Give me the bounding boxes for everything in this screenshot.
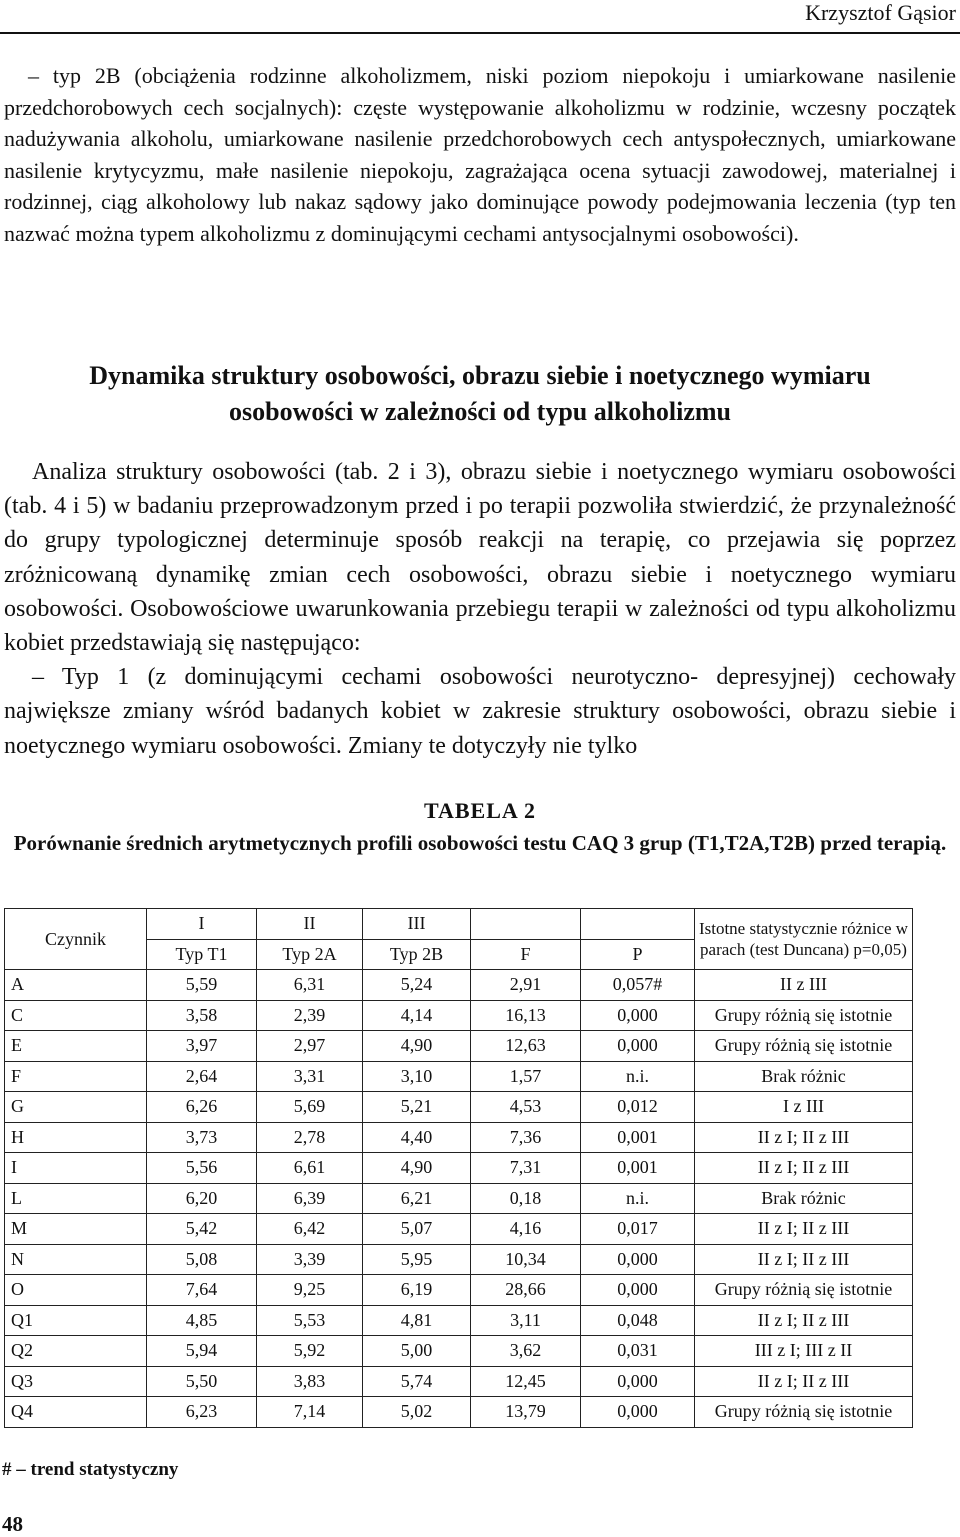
section-title-line2: osobowości w zależności od typu alkoholizmu — [229, 397, 731, 426]
row-significance: II z I; II z III — [695, 1122, 913, 1153]
row-p: 0,048 — [581, 1305, 695, 1336]
table-row — [5, 1244, 913, 1275]
row-group-2: 7,14 — [257, 1397, 363, 1428]
row-factor: F — [5, 1061, 147, 1092]
row-group-3: 4,14 — [363, 1000, 471, 1031]
row-p: 0,000 — [581, 1031, 695, 1062]
row-group-3: 5,00 — [363, 1336, 471, 1367]
row-significance: Grupy różnią się istotnie — [695, 1275, 913, 1306]
header-roman-2: II — [257, 909, 363, 940]
table-row — [5, 1366, 913, 1397]
row-p: 0,000 — [581, 1366, 695, 1397]
intro-paragraph-text: – typ 2B (obciążenia rodzinne alkoholizmem, niski poziom niepokoju i umiarkowane nasilenie przedchorobowych cech socjalnych): częste występowanie alkoholizmu w rodzinie, wczesny początek nadużywania alkoholu, umiarkowane nasilenie przedchorobowych cech antyspołecznych, umiarkowane nasilenie krytycyzmu, małe nasilenie niepokoju, zagrażająca ocena sytuacji zawodowej, materialnej i rodzinnej, ciąg alkoholowy lub nakaz sądowy jako dominujące powody podejmowania leczenia (typ ten nazwać można typem alkoholizmu z dominującymi cechami antysocjalnymi osobowości). — [4, 63, 956, 246]
row-p: 0,017 — [581, 1214, 695, 1245]
row-f: 10,34 — [471, 1244, 581, 1275]
row-f: 0,18 — [471, 1183, 581, 1214]
row-factor: Q1 — [5, 1305, 147, 1336]
table-body — [5, 909, 913, 1428]
row-group-2: 5,53 — [257, 1305, 363, 1336]
row-factor: L — [5, 1183, 147, 1214]
row-group-1: 6,20 — [147, 1183, 257, 1214]
row-group-1: 3,97 — [147, 1031, 257, 1062]
row-group-2: 3,83 — [257, 1366, 363, 1397]
row-factor: G — [5, 1092, 147, 1123]
row-group-2: 2,78 — [257, 1122, 363, 1153]
body-text — [4, 455, 956, 763]
row-group-2: 6,42 — [257, 1214, 363, 1245]
row-group-3: 5,24 — [363, 970, 471, 1001]
row-group-1: 6,26 — [147, 1092, 257, 1123]
row-group-3: 4,81 — [363, 1305, 471, 1336]
row-group-3: 4,90 — [363, 1031, 471, 1062]
table-row — [5, 1061, 913, 1092]
row-group-1: 7,64 — [147, 1275, 257, 1306]
table-footnote: # – trend statystyczny — [2, 1459, 179, 1480]
row-significance: II z III — [695, 970, 913, 1001]
row-f: 12,63 — [471, 1031, 581, 1062]
row-factor: Q2 — [5, 1336, 147, 1367]
table-row — [5, 1397, 913, 1428]
table-caption: Porównanie średnich arytmetycznych profili osobowości testu CAQ 3 grup (T1,T2A,T2B) przed terapią. — [13, 831, 947, 855]
header-group-1: Typ T1 — [147, 939, 257, 970]
header-group-2: Typ 2A — [257, 939, 363, 970]
row-f: 13,79 — [471, 1397, 581, 1428]
row-group-3: 3,10 — [363, 1061, 471, 1092]
row-group-2: 2,97 — [257, 1031, 363, 1062]
row-significance: Grupy różnią się istotnie — [695, 1000, 913, 1031]
header-p: P — [581, 939, 695, 970]
row-factor: A — [5, 970, 147, 1001]
table-row — [5, 1153, 913, 1184]
row-f: 16,13 — [471, 1000, 581, 1031]
row-factor: I — [5, 1153, 147, 1184]
row-f: 1,57 — [471, 1061, 581, 1092]
row-group-1: 5,59 — [147, 970, 257, 1001]
row-group-1: 2,64 — [147, 1061, 257, 1092]
row-p: 0,057# — [581, 970, 695, 1001]
row-significance: Grupy różnią się istotnie — [695, 1031, 913, 1062]
row-factor: Q3 — [5, 1366, 147, 1397]
table-row — [5, 1031, 913, 1062]
row-group-3: 6,19 — [363, 1275, 471, 1306]
row-p: 0,000 — [581, 1244, 695, 1275]
row-f: 3,11 — [471, 1305, 581, 1336]
row-p: 0,000 — [581, 1275, 695, 1306]
row-p: 0,000 — [581, 1397, 695, 1428]
row-group-2: 9,25 — [257, 1275, 363, 1306]
row-factor: E — [5, 1031, 147, 1062]
row-group-3: 5,07 — [363, 1214, 471, 1245]
row-significance: II z I; II z III — [695, 1153, 913, 1184]
row-group-2: 2,39 — [257, 1000, 363, 1031]
section-title — [0, 358, 960, 430]
row-group-3: 6,21 — [363, 1183, 471, 1214]
row-group-1: 6,23 — [147, 1397, 257, 1428]
row-significance: I z III — [695, 1092, 913, 1123]
row-group-3: 5,74 — [363, 1366, 471, 1397]
row-f: 2,91 — [471, 970, 581, 1001]
table-row — [5, 1000, 913, 1031]
header-significance: Istotne statystycznie różnice w parach (test Duncana) p=0,05) — [695, 909, 913, 970]
row-significance: II z I; II z III — [695, 1305, 913, 1336]
intro-paragraph — [4, 60, 956, 250]
row-significance: II z I; II z III — [695, 1244, 913, 1275]
table-label: TABELA 2 — [423, 798, 537, 823]
section-title-line1: Dynamika struktury osobowości, obrazu siebie i noetycznego wymiaru — [89, 361, 871, 390]
row-group-1: 5,56 — [147, 1153, 257, 1184]
row-group-2: 5,69 — [257, 1092, 363, 1123]
row-group-3: 4,90 — [363, 1153, 471, 1184]
row-group-3: 5,02 — [363, 1397, 471, 1428]
row-f: 7,31 — [471, 1153, 581, 1184]
row-group-3: 5,21 — [363, 1092, 471, 1123]
table-row — [5, 1214, 913, 1245]
data-table — [4, 908, 913, 1428]
row-group-2: 6,31 — [257, 970, 363, 1001]
row-significance: III z I; III z II — [695, 1336, 913, 1367]
header-empty-p — [581, 909, 695, 940]
table-row — [5, 970, 913, 1001]
table-row — [5, 1336, 913, 1367]
row-f: 3,62 — [471, 1336, 581, 1367]
row-significance: II z I; II z III — [695, 1366, 913, 1397]
row-group-1: 3,73 — [147, 1122, 257, 1153]
body-paragraph-2-text: – Typ 1 (z dominującymi cechami osobowości neurotyczno- depresyjnej) cechowały największe zmiany wśród badanych kobiet w zakresie struktury osobowości, obrazu siebie i noetycznego wymiaru osobowości. Zmiany te dotyczyły nie tylko — [4, 664, 956, 759]
table-row — [5, 1092, 913, 1123]
row-p: 0,001 — [581, 1153, 695, 1184]
row-p: 0,001 — [581, 1122, 695, 1153]
header-rule — [0, 32, 960, 34]
row-group-1: 5,50 — [147, 1366, 257, 1397]
table-row — [5, 1275, 913, 1306]
table-row — [5, 1183, 913, 1214]
row-significance: Brak różnic — [695, 1061, 913, 1092]
row-group-2: 6,61 — [257, 1153, 363, 1184]
row-f: 12,45 — [471, 1366, 581, 1397]
row-p: n.i. — [581, 1183, 695, 1214]
row-group-2: 3,39 — [257, 1244, 363, 1275]
row-group-3: 4,40 — [363, 1122, 471, 1153]
row-significance: Grupy różnią się istotnie — [695, 1397, 913, 1428]
row-f: 28,66 — [471, 1275, 581, 1306]
row-f: 7,36 — [471, 1122, 581, 1153]
header-roman-3: III — [363, 909, 471, 940]
row-factor: Q4 — [5, 1397, 147, 1428]
row-group-1: 5,94 — [147, 1336, 257, 1367]
row-group-2: 6,39 — [257, 1183, 363, 1214]
row-group-1: 4,85 — [147, 1305, 257, 1336]
row-f: 4,53 — [471, 1092, 581, 1123]
header-empty-f — [471, 909, 581, 940]
running-head-author: Krzysztof Gąsior — [805, 0, 956, 25]
row-p: 0,012 — [581, 1092, 695, 1123]
page-number: 48 — [2, 1512, 23, 1536]
row-group-3: 5,95 — [363, 1244, 471, 1275]
row-group-2: 3,31 — [257, 1061, 363, 1092]
row-factor: C — [5, 1000, 147, 1031]
row-group-2: 5,92 — [257, 1336, 363, 1367]
row-factor: H — [5, 1122, 147, 1153]
header-f: F — [471, 939, 581, 970]
table-header-row-1 — [5, 909, 913, 940]
row-factor: O — [5, 1275, 147, 1306]
row-factor: N — [5, 1244, 147, 1275]
table-row — [5, 1122, 913, 1153]
table-row — [5, 1305, 913, 1336]
row-group-1: 5,08 — [147, 1244, 257, 1275]
header-group-3: Typ 2B — [363, 939, 471, 970]
row-p: 0,000 — [581, 1000, 695, 1031]
body-paragraph — [4, 455, 956, 660]
row-group-1: 5,42 — [147, 1214, 257, 1245]
row-significance: Brak różnic — [695, 1183, 913, 1214]
row-group-1: 3,58 — [147, 1000, 257, 1031]
row-p: 0,031 — [581, 1336, 695, 1367]
row-factor: M — [5, 1214, 147, 1245]
header-roman-1: I — [147, 909, 257, 940]
header-factor: Czynnik — [5, 909, 147, 970]
row-significance: II z I; II z III — [695, 1214, 913, 1245]
row-f: 4,16 — [471, 1214, 581, 1245]
body-paragraph-text: Analiza struktury osobowości (tab. 2 i 3), obrazu siebie i noetycznego wymiaru osobowości (tab. 4 i 5) w badaniu przeprowadzonym przed i po terapii pozwoliła stwierdzić, że przynależność do grupy typologicznej determinuje sposób reakcji na terapię, co przejawia się poprzez zróżnicowaną dynamikę zmian cech osobowości, obrazu siebie i noetycznego wymiaru osobowości. Osobowościowe uwarunkowania przebiegu terapii w zależności od typu alkoholizmu kobiet przedstawiają się następująco: — [4, 459, 956, 657]
body-paragraph-2 — [4, 660, 956, 763]
row-p: n.i. — [581, 1061, 695, 1092]
